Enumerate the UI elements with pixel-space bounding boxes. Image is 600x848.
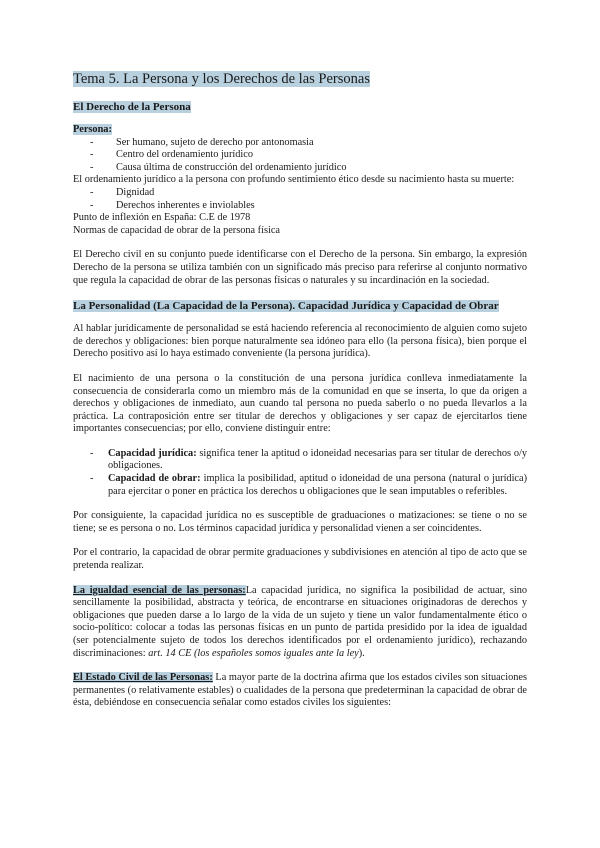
spacer [73, 498, 527, 510]
igualdad-term: La igualdad esencial de las personas: [73, 584, 246, 596]
document-title [73, 70, 527, 88]
list-item: - Ser humano, sujeto de derecho por antonomasia [73, 137, 527, 150]
list-item: - Centro del ordenamiento jurídico [73, 149, 527, 162]
persona-label: Persona: [73, 124, 112, 135]
punto-inflexion-line: Punto de inflexión en España: C.E de 1978 [73, 212, 251, 224]
spacer [73, 237, 527, 249]
spacer [73, 436, 527, 448]
spacer [73, 573, 527, 585]
paragraph: El nacimiento de una persona o la constitución de una persona jurídica conlleva inmediatamente la consecuencia de considerarla como un miembro más de la comunidad en que se inserta, lo que da origen a derechos y obligaciones de inmediato, aun cuando tal persona no pueda saberlo o no pueda llevarlos a la práctica. La contraposición entre ser titular de derechos y obligaciones y ser capaz de ejercitarlos tiene importantes consecuencias; por ello, conviene distinguir entre: [73, 372, 527, 435]
definition-term: Capacidad jurídica: [108, 447, 197, 459]
estado-civil-text: La mayor parte de la doctrina afirma que los estados civiles son situaciones permanentes (o relativamente estables) o cualidades de la persona que predeterminan la capacidad de obrar de ésta, debiéndose en consecuencia señalar como estados civiles los siguientes: [73, 672, 527, 709]
section-heading-personalidad [73, 299, 527, 314]
estado-civil-term: El Estado Civil de las Personas: [73, 672, 213, 684]
section-heading-derecho-persona [73, 100, 527, 115]
estado-civil-paragraph [73, 672, 527, 710]
definition-text: implica la posibilidad, aptitud o idoneidad de una persona (natural o jurídica) para ejercitar o poner en práctica los derechos u obligaciones que le sean imputables o referibles. [108, 473, 528, 497]
dignidad-list [73, 187, 527, 212]
spacer [73, 361, 527, 373]
list-item: - Dignidad [73, 187, 527, 200]
paragraph: Por consiguiente, la capacidad jurídica no es susceptible de graduaciones o matizaciones: se tiene o no se tiene; se es persona o no. Los términos capacidad jurídica y personalidad vienen a ser coincidentes. [73, 510, 527, 534]
persona-label-line [73, 124, 527, 137]
igualdad-end: ). [358, 647, 365, 659]
igualdad-citation: art. 14 CE (los españoles somos iguales ante la ley [148, 647, 359, 659]
definition-term: Capacidad de obrar: [108, 473, 201, 485]
definition-text: significa tener la aptitud o idoneidad necesarias para ser titular de derechos o/y obligaciones. [108, 447, 527, 472]
ordenamiento-line: El ordenamiento jurídico a la persona con profundo sentimiento ético desde su nacimiento hasta su muerte: [73, 174, 515, 186]
paragraph: Al hablar jurídicamente de personalidad se está haciendo referencia al reconocimiento de alguien como sujeto de derechos y obligaciones: bien porque naturalmente sea idóneo para ello (la persona física), bien porque el Derecho positivo así lo haya estimado conveniente (la persona jurídica). [73, 323, 527, 360]
normas-line: Normas de capacidad de obrar de la persona física [73, 224, 280, 236]
spacer [73, 660, 527, 672]
spacer [73, 535, 527, 547]
paragraph: El Derecho civil en su conjunto puede identificarse con el Derecho de la persona. Sin embargo, la expresión Derecho de la persona se utiliza también con un significado más preciso para referirse al conjunto normativo que regula la capacidad de obrar de las personas físicas o naturales y su incardinación en la sociedad. [73, 249, 527, 286]
section-heading-text: La Personalidad (La Capacidad de la Persona). Capacidad Jurídica y Capacidad de Obrar [73, 300, 499, 313]
list-item: - Causa última de construcción del ordenamiento jurídico [73, 162, 527, 175]
list-item: - Derechos inherentes e inviolables [73, 200, 527, 213]
igualdad-paragraph [73, 585, 527, 661]
section-heading-text: El Derecho de la Persona [73, 101, 191, 113]
igualdad-text: La capacidad jurídica, no significa la posibilidad de actuar, sino sencillamente la posibilidad, abstracta y teórica, de encontrarse en situaciones originadoras de derechos y obligaciones que pueden darse a lo largo de la vida de un sujeto y tiene un valor fundamentalmente ético o socio-político: colocar a todas las personas físicas en un punto de partida presidido por la idea de igualdad (ser potencialmente sujeto de todos los derechos identificados por el ordenamiento jurídico), rechazando discriminaciones: [73, 584, 527, 659]
paragraph: Por el contrario, la capacidad de obrar permite graduaciones y subdivisiones en atención al tipo de acto que se pretenda realizar. [73, 547, 527, 572]
spacer [73, 287, 527, 299]
definition-item [73, 448, 527, 473]
definition-item [73, 473, 527, 498]
document-title-text: Tema 5. La Persona y los Derechos de las Personas [73, 71, 370, 87]
persona-list [73, 137, 527, 175]
capacidad-definitions [73, 448, 527, 498]
